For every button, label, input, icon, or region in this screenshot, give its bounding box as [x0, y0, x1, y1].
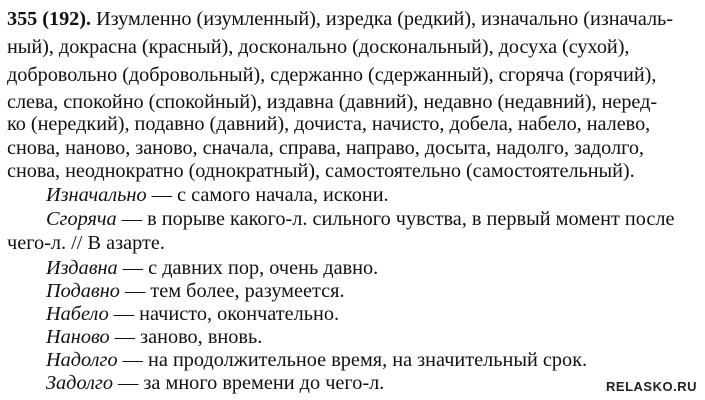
exercise-line-7: снова, неоднократно (однократный), самостоятельно (самостоятельный). — [7, 160, 635, 182]
exercise-line-2: ный), докрасна (красный), досконально (доскональный), досуха (сухой), — [7, 36, 630, 58]
definition-term: Издавна — [46, 257, 118, 279]
definition-text: — за много времени до чего-л. — [112, 372, 385, 394]
definition-zadolgo — [46, 371, 384, 395]
exercise-line-4: слева, спокойно (спокойный), издавна (давний), недавно (недавний), неред- — [7, 91, 658, 113]
exercise-number: 355 (192). — [7, 8, 91, 30]
definition-text: — начисто, окончательно. — [108, 303, 340, 325]
definition-izachalno — [46, 183, 389, 207]
exercise-line-5: ко (нередкий), подавно (давний), дочиста, начисто, добела, набело, налево, — [7, 113, 651, 135]
exercise-text-1: Изумленно (изумленный), изредка (редкий), изначально (изначаль- — [96, 8, 673, 30]
definition-sgoryacha-continued — [7, 231, 165, 255]
definition-text: — в порыве какого-л. сильного чувства, в первый момент после — [116, 208, 675, 230]
watermark: RELASKO.RU — [606, 379, 697, 394]
definition-term: Набело — [46, 303, 109, 325]
definition-text: — с давних пор, очень давно. — [117, 257, 379, 279]
definition-podavno — [46, 279, 345, 303]
definition-text: — с самого начала, искони. — [146, 184, 389, 206]
definition-izdavna — [46, 256, 378, 280]
definition-term: Надолго — [46, 349, 118, 371]
definition-text: — на продолжительное время, на значительный срок. — [117, 349, 588, 371]
definition-nanovo — [46, 325, 262, 349]
definition-term: Подавно — [46, 280, 120, 302]
exercise-line-6: снова, наново, заново, сначала, справа, направо, досыта, надолго, задолго, — [7, 137, 644, 159]
definition-text: чего-л. // В азарте. — [7, 232, 165, 254]
definition-sgoryacha — [46, 207, 675, 231]
definition-term: Наново — [46, 326, 110, 348]
definition-term: Сгоряча — [46, 208, 117, 230]
definition-term: Изначально — [46, 184, 147, 206]
exercise-line-3: добровольно (добровольный), сдержанно (сдержанный), сгоряча (горячий), — [7, 64, 657, 86]
definition-nabelo — [46, 302, 339, 326]
definition-nadolgo — [46, 348, 587, 372]
definition-term: Задолго — [46, 372, 113, 394]
exercise-line-1 — [7, 7, 673, 31]
definition-text: — заново, вновь. — [109, 326, 263, 348]
definition-text: — тем более, разумеется. — [119, 280, 345, 302]
